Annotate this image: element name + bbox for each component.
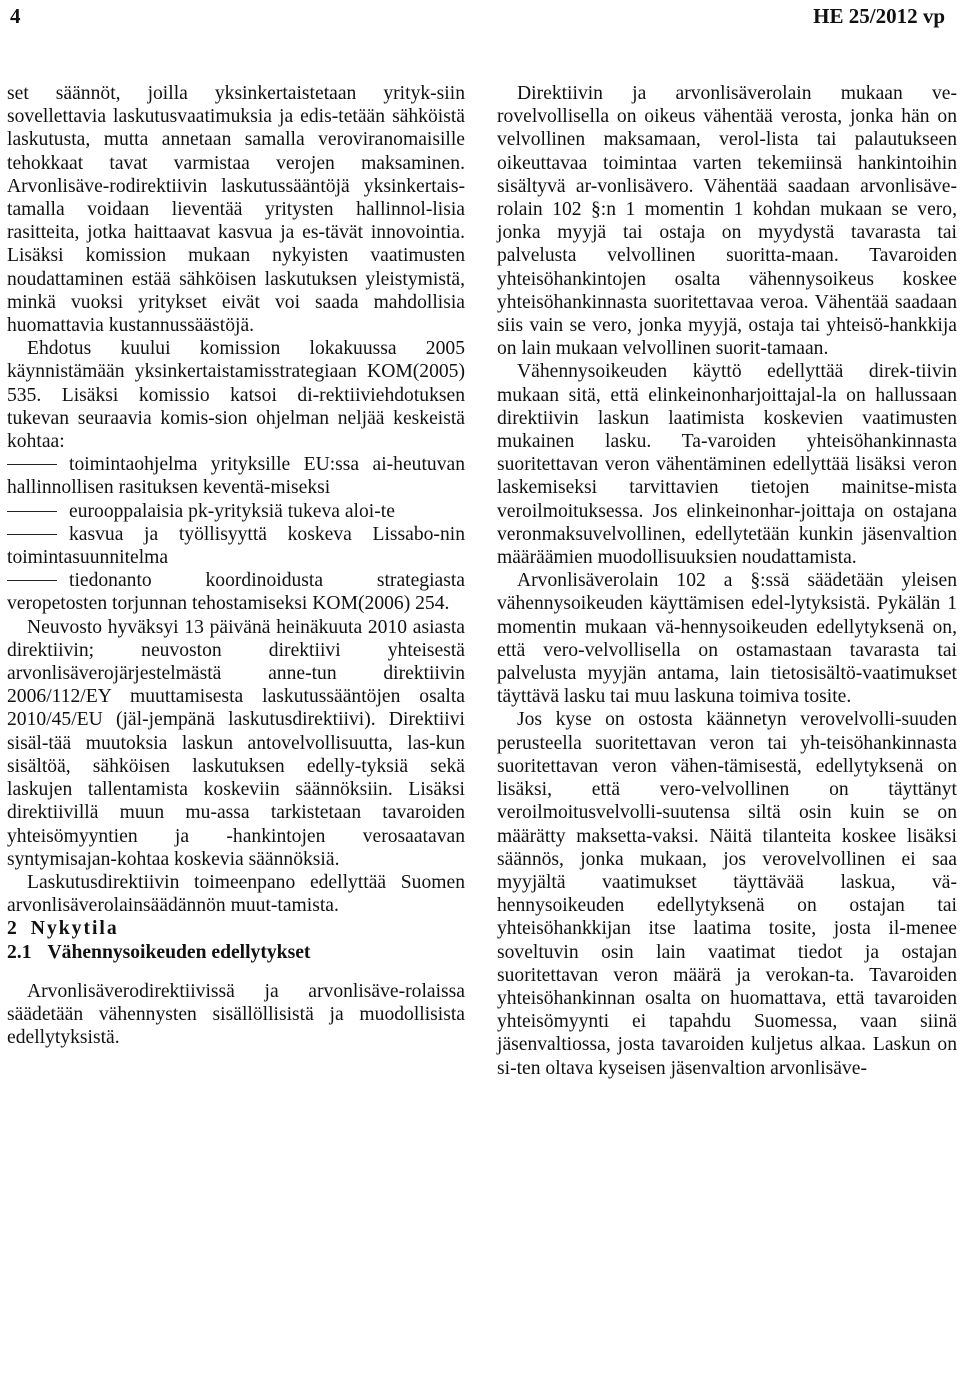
paragraph: Jos kyse on ostosta käännetyn verovelvolli-suuden perusteella suoritettavan veron tai yh-teisöhankinnasta suoritettavan veron vähen-tämisestä, edellytyksenä on lisäksi, että vero-velvollinen on täyttänyt veroilmoitusvelvolli-suutensa siltä osin kuin se on määrätty maksetta-vaksi. Näitä tilanteita koskee lisäksi säännös, jonka mukaan, jos verovelvollinen ei saa myyjältä vaatimukset täyttävää laskua, vä-hennysoikeuden edellytyksenä on ostajan tai yhteisöhankkijan itse laatima tosite, josta il-menee soveltuvin osin lain vaatimat tiedot ja ostajan suoritettavan veron määrä ja verokan-ta. Tavaroiden yhteisöhankinnan osalta on huomattava, että tavaroiden yhteisömyynti ei tapahdu Suomessa, vaan siinä jäsenvaltiossa, josta tavaroiden kuljetus alkaa. Laskun on si-ten oltava kyseisen jäsenvaltion arvonlisäve- — [497, 709, 957, 1079]
subsection-heading — [7, 941, 465, 964]
paragraph: Arvonlisäverodirektiivissä ja arvonlisäve-rolaissa säädetään vähennysten sisällöllisistä ja muodollisista edellytyksistä. — [7, 980, 465, 1049]
paragraph: Vähennysoikeuden käyttö edellyttää direk-tiivin mukaan sitä, että elinkeinonharjoittajal-la on hallussaan direktiivin laskun laatimista koskevien vaatimusten mukainen lasku. Ta-varoiden yhteisöhankinnasta suoritettavan veron vähentäminen edellyttää lisäksi veron laskemiseksi tarvittavien tietojen mainitse-mista veroilmoituksessa. Jos elinkeinonhar-joittaja on ostajana veronmaksuvelvollinen, edellytetään kunkin jäsenvaltion määräämien muodollisuuksien noudattamista. — [497, 361, 957, 569]
list-item-text: toimintaohjelma yrityksille EU:ssa ai-heutuvan hallinnollisen rasituksen keventä-miseksi — [7, 454, 465, 499]
paragraph: Neuvosto hyväksyi 13 päivänä heinäkuuta 2010 asiasta direktiivin; neuvoston direktiivi yhteisestä arvonlisäverojärjestelmästä anne-tun direktiivin 2006/112/EY muuttamisesta laskutussääntöjen osalta 2010/45/EU (jäl-jempänä laskutusdirektiivi). Direktiivi sisäl-tää muutoksia laskun antovelvollisuutta, las-kun sisältöä, sähköisen laskutuksen edelly-tyksiä sekä laskujen tallentamista koskeviin säännöksiin. Lisäksi direktiivillä muun mu-assa tarkistetaan tavaroiden yhteisömyyntien ja -hankintojen verosaatavan syntymisajan-kohtaa koskevia säännöksiä. — [7, 616, 465, 870]
list-item — [7, 453, 465, 499]
section-number: 2 — [7, 918, 17, 940]
dash-bullet — [7, 511, 57, 512]
list-item-text: eurooppalaisia pk-yrityksiä tukeva aloi-te — [69, 500, 395, 522]
page-number: 4 — [10, 4, 21, 28]
list-item-text: tiedonanto koordinoidusta strategiasta veropetosten torjunnan tehostamiseksi KOM(2006) 254. — [7, 570, 465, 615]
paragraph: set säännöt, joilla yksinkertaistetaan yrityk-siin sovellettavia laskutusvaatimuksia ja edis-tetään sähköistä laskutusta, mutta annetaan samalla veroviranomaisille tehokkaat tavat varmistaa verojen maksaminen. Arvonlisäve-rodirektiivin laskutussääntöjä yksinkertais-tamalla voidaan lieventää yritysten hallinnol-lisia rasitteita, jotka haittaavat kasvua ja es-tävät innovointia. Lisäksi komission mukaan nykyisten vaatimusten noudattaminen estää sähköisen laskutuksen yleistymistä, minkä vuoksi yritykset eivät voi saada mahdollisia huomattavia kustannussäästöjä. — [7, 83, 465, 337]
list-item — [7, 569, 465, 615]
list-item — [7, 500, 465, 523]
section-heading — [7, 917, 465, 940]
subsection-title: Vähennysoikeuden edellytykset — [47, 941, 311, 963]
paragraph: Arvonlisäverolain 102 a §:ssä säädetään yleisen vähennysoikeuden käyttämisen edel-lytyksistä. Pykälän 1 momentin mukaan vä-hennysoikeuden edellytyksenä on, että vero-velvollisella on ostamastaan tavarasta tai palvelusta myyjän antama, lain tietosisältö-vaatimukset täyttävä lasku tai muu laskuna toimiva tosite. — [497, 570, 957, 708]
dash-bullet — [7, 534, 57, 535]
left-column — [7, 82, 465, 1049]
right-column — [497, 82, 957, 1080]
paragraph: Direktiivin ja arvonlisäverolain mukaan ve-rovelvollisella on oikeus vähentää verosta, jonka hän on velvollinen maksamaan, verol-lista tai palautukseen oikeuttavaa toimintaa varten tekemiinsä hankintoihin sisältyvä ar-vonlisävero. Vähentää saadaan arvonlisäve-rolain 102 §:n 1 momentin 1 kohdan mukaan se vero, jonka myyjä tai ostaja on myydystä tavarasta tai palvelusta velvollinen suoritta-maan. Tavaroiden yhteisöhankintojen osalta vähennysoikeus koskee yhteisöhankinnasta suoritettavaa veroa. Vähentää saadaan siis vain se vero, jonka myyjä, ostaja tai yhteisö-hankkija on lain mukaan velvollinen suorit-tamaan. — [497, 83, 957, 360]
dash-bullet — [7, 464, 57, 465]
document-reference: HE 25/2012 vp — [813, 4, 945, 28]
dash-bullet — [7, 580, 57, 581]
list-item — [7, 523, 465, 569]
paragraph: Laskutusdirektiivin toimeenpano edellyttää Suomen arvonlisäverolainsäädännön muut-tamista. — [7, 871, 465, 917]
paragraph: Ehdotus kuului komission lokakuussa 2005 käynnistämään yksinkertaistamisstrategiaan KOM(2005) 535. Lisäksi komissio katsoi di-rektiiviehdotuksen tukevan seuraavia komis-sion ohjelman neljää keskeistä kohtaa: — [7, 338, 465, 453]
subsection-number: 2.1 — [7, 941, 32, 963]
page-header — [10, 4, 955, 34]
section-title: Nykytila — [30, 918, 119, 940]
list-item-text: kasvua ja työllisyyttä koskeva Lissabo-nin toimintasuunnitelma — [7, 523, 465, 569]
